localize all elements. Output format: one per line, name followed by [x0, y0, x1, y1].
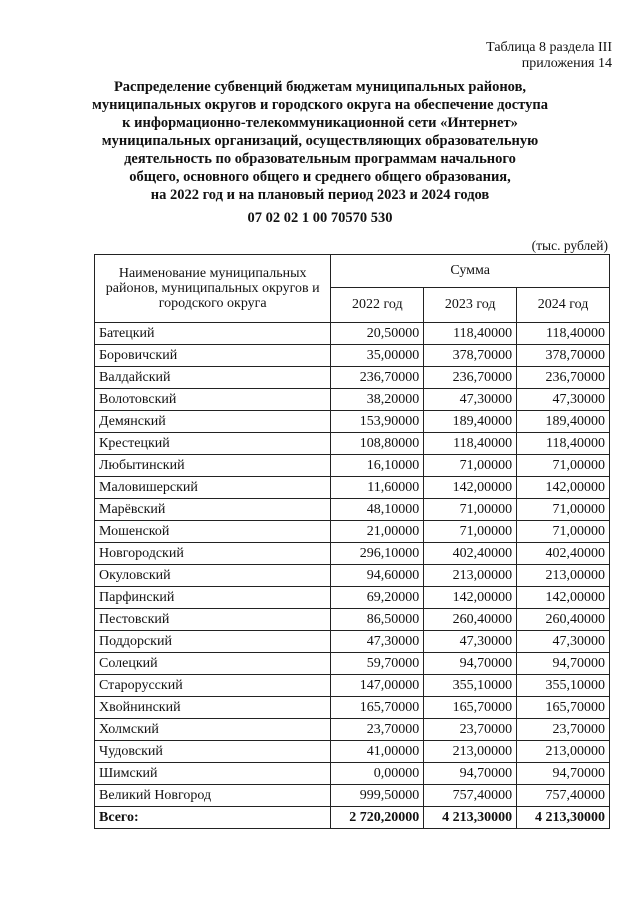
district-name: Поддорский — [95, 631, 331, 653]
amount-cell: 165,70000 — [517, 697, 610, 719]
amount-cell: 23,70000 — [424, 719, 517, 741]
amount-cell: 86,50000 — [331, 609, 424, 631]
amount-cell: 11,60000 — [331, 477, 424, 499]
amount-cell: 236,70000 — [517, 367, 610, 389]
amount-cell: 142,00000 — [517, 477, 610, 499]
district-name: Старорусский — [95, 675, 331, 697]
amount-cell: 147,00000 — [331, 675, 424, 697]
district-name: Солецкий — [95, 653, 331, 675]
amount-cell: 189,40000 — [424, 411, 517, 433]
amount-cell: 260,40000 — [424, 609, 517, 631]
year-header: 2022 год — [331, 288, 424, 323]
units-label: (тыс. рублей) — [531, 238, 608, 253]
amount-cell: 48,10000 — [331, 499, 424, 521]
table-reference-line: Таблица 8 раздела III — [486, 40, 612, 55]
district-name: Маловишерский — [95, 477, 331, 499]
document-title — [60, 78, 580, 204]
amount-cell: 71,00000 — [517, 499, 610, 521]
table-row — [95, 455, 610, 477]
table-row — [95, 631, 610, 653]
table-row — [95, 697, 610, 719]
district-name: Мошенской — [95, 521, 331, 543]
district-name: Батецкий — [95, 323, 331, 345]
district-name: Хвойнинский — [95, 697, 331, 719]
amount-cell: 355,10000 — [424, 675, 517, 697]
amount-cell: 213,00000 — [424, 741, 517, 763]
title-line: к информационно-телекоммуникационной сети «Интернет» — [122, 115, 518, 131]
amount-cell: 71,00000 — [517, 455, 610, 477]
amount-cell: 71,00000 — [424, 455, 517, 477]
amount-cell: 236,70000 — [424, 367, 517, 389]
district-name: Чудовский — [95, 741, 331, 763]
sum-column-header: Сумма — [331, 255, 610, 288]
amount-cell: 142,00000 — [424, 477, 517, 499]
district-name: Валдайский — [95, 367, 331, 389]
district-name: Демянский — [95, 411, 331, 433]
table-row — [95, 741, 610, 763]
amount-cell: 378,70000 — [424, 345, 517, 367]
amount-cell: 165,70000 — [424, 697, 517, 719]
table-row — [95, 411, 610, 433]
amount-cell: 35,00000 — [331, 345, 424, 367]
title-line: Распределение субвенций бюджетам муниципальных районов, — [113, 79, 527, 95]
table-row — [95, 675, 610, 697]
amount-cell: 41,00000 — [331, 741, 424, 763]
district-name: Боровичский — [95, 345, 331, 367]
year-header: 2024 год — [517, 288, 610, 323]
amount-cell: 23,70000 — [517, 719, 610, 741]
amount-cell: 94,70000 — [424, 763, 517, 785]
amount-cell: 142,00000 — [424, 587, 517, 609]
amount-cell: 189,40000 — [517, 411, 610, 433]
amount-cell: 94,70000 — [424, 653, 517, 675]
district-name: Новгородский — [95, 543, 331, 565]
table-body — [95, 323, 610, 829]
amount-cell: 2 720,20000 — [331, 807, 424, 829]
table-reference-line: приложения 14 — [521, 56, 612, 71]
district-name: Пестовский — [95, 609, 331, 631]
amount-cell: 71,00000 — [424, 499, 517, 521]
name-column-header: Наименование муниципальных районов, муниципальных округов и городского округа — [95, 255, 331, 323]
table-reference — [486, 40, 612, 72]
title-line: муниципальных округов и городского округа на обеспечение доступа — [92, 97, 548, 113]
table-row — [95, 499, 610, 521]
district-name: Крестецкий — [95, 433, 331, 455]
district-name: Марёвский — [95, 499, 331, 521]
amount-cell: 4 213,30000 — [424, 807, 517, 829]
amount-cell: 213,00000 — [424, 565, 517, 587]
table-row — [95, 763, 610, 785]
amount-cell: 213,00000 — [517, 741, 610, 763]
district-name: Шимский — [95, 763, 331, 785]
amount-cell: 23,70000 — [331, 719, 424, 741]
table-row — [95, 609, 610, 631]
amount-cell: 16,10000 — [331, 455, 424, 477]
amount-cell: 4 213,30000 — [517, 807, 610, 829]
amount-cell: 94,70000 — [517, 653, 610, 675]
amount-cell: 21,00000 — [331, 521, 424, 543]
amount-cell: 236,70000 — [331, 367, 424, 389]
amount-cell: 296,10000 — [331, 543, 424, 565]
amount-cell: 38,20000 — [331, 389, 424, 411]
amount-cell: 999,50000 — [331, 785, 424, 807]
amount-cell: 378,70000 — [517, 345, 610, 367]
amount-cell: 47,30000 — [517, 631, 610, 653]
table-row — [95, 433, 610, 455]
title-line: на 2022 год и на плановый период 2023 и 2024 годов — [150, 187, 490, 203]
amount-cell: 355,10000 — [517, 675, 610, 697]
table-row — [95, 367, 610, 389]
total-row — [95, 807, 610, 829]
year-header: 2023 год — [424, 288, 517, 323]
amount-cell: 118,40000 — [424, 323, 517, 345]
table-row — [95, 323, 610, 345]
title-line: общего, основного общего и среднего общего образования, — [129, 169, 511, 185]
amount-cell: 757,40000 — [424, 785, 517, 807]
title-line: муниципальных организаций, осуществляющих образовательную — [101, 133, 539, 149]
table-row — [95, 785, 610, 807]
amount-cell: 118,40000 — [517, 433, 610, 455]
amount-cell: 118,40000 — [424, 433, 517, 455]
district-name: Окуловский — [95, 565, 331, 587]
amount-cell: 71,00000 — [424, 521, 517, 543]
amount-cell: 47,30000 — [424, 389, 517, 411]
district-name: Парфинский — [95, 587, 331, 609]
amount-cell: 69,20000 — [331, 587, 424, 609]
amount-cell: 94,60000 — [331, 565, 424, 587]
district-name: Великий Новгород — [95, 785, 331, 807]
table-row — [95, 653, 610, 675]
amount-cell: 47,30000 — [331, 631, 424, 653]
amount-cell: 94,70000 — [517, 763, 610, 785]
district-name: Волотовский — [95, 389, 331, 411]
amount-cell: 0,00000 — [331, 763, 424, 785]
amount-cell: 402,40000 — [424, 543, 517, 565]
amount-cell: 260,40000 — [517, 609, 610, 631]
amount-cell: 153,90000 — [331, 411, 424, 433]
district-name: Любытинский — [95, 455, 331, 477]
table-row — [95, 477, 610, 499]
amount-cell: 71,00000 — [517, 521, 610, 543]
amount-cell: 757,40000 — [517, 785, 610, 807]
table-row — [95, 565, 610, 587]
table-row — [95, 543, 610, 565]
table-row — [95, 345, 610, 367]
amount-cell: 165,70000 — [331, 697, 424, 719]
table-row — [95, 389, 610, 411]
amount-cell: 47,30000 — [517, 389, 610, 411]
amount-cell: 108,80000 — [331, 433, 424, 455]
title-line: деятельность по образовательным программам начального — [124, 151, 516, 167]
budget-code: 07 02 02 1 00 70570 530 — [247, 210, 393, 226]
amount-cell: 20,50000 — [331, 323, 424, 345]
table-row — [95, 587, 610, 609]
total-label: Всего: — [95, 807, 331, 829]
table-row — [95, 719, 610, 741]
amount-cell: 47,30000 — [424, 631, 517, 653]
amount-cell: 402,40000 — [517, 543, 610, 565]
subvention-table — [94, 254, 610, 829]
table-row — [95, 521, 610, 543]
amount-cell: 59,70000 — [331, 653, 424, 675]
district-name: Холмский — [95, 719, 331, 741]
amount-cell: 118,40000 — [517, 323, 610, 345]
amount-cell: 142,00000 — [517, 587, 610, 609]
amount-cell: 213,00000 — [517, 565, 610, 587]
